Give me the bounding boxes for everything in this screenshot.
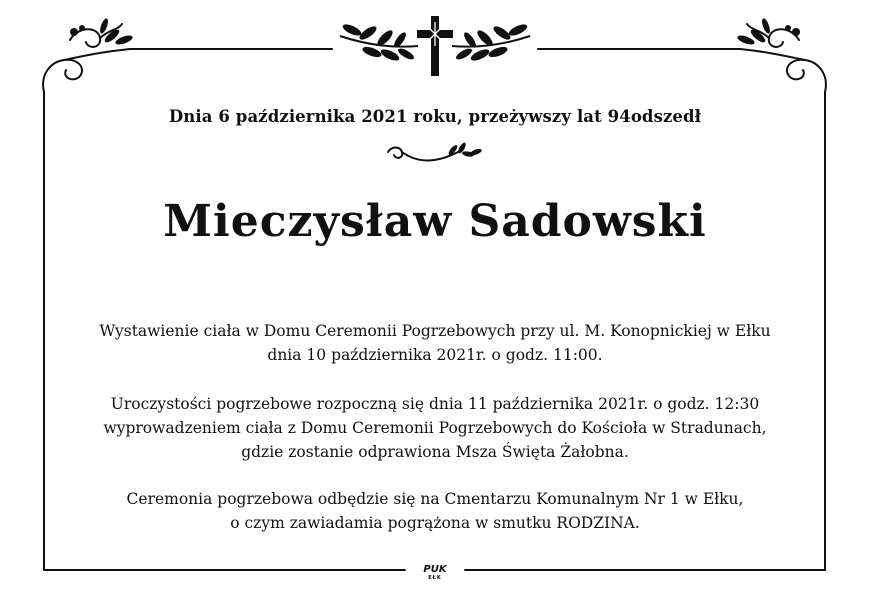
viewing-info-paragraph (0, 319, 870, 367)
cross-icon (417, 16, 453, 76)
paragraph-line: wyprowadzeniem ciała z Domu Ceremonii Pogrzebowych do Kościoła w Stradunach, (103, 419, 767, 437)
paragraph-line: Uroczystości pogrzebowe rozpoczną się dnia 11 października 2021r. o godz. 12:30 (110, 395, 760, 413)
laurel-branch-icon (452, 22, 530, 63)
funeral-service-paragraph (0, 392, 870, 464)
paragraph-line: Wystawienie ciała w Domu Ceremonii Pogrzebowych przy ul. M. Konopnickiej w Ełku (99, 322, 771, 340)
paragraph-line: dnia 10 października 2021r. o godz. 11:00. (267, 346, 603, 364)
laurel-branch-icon (340, 22, 418, 63)
death-announcement-intro: Dnia 6 października 2021 roku, przeżywszy lat 94odszedł (168, 107, 702, 126)
paragraph-line: Ceremonia pogrzebowa odbędzie się na Cmentarzu Komunalnym Nr 1 w Ełku, (126, 490, 744, 508)
logo-sub-text: EŁK (428, 575, 442, 581)
divider-flourish-icon (388, 142, 482, 161)
paragraph-line: o czym zawiadamia pogrążona w smutku RODZINA. (230, 514, 640, 532)
puk-elk-logo (414, 564, 456, 584)
deceased-name: Mieczysław Sadowski (163, 196, 707, 247)
burial-info-paragraph (0, 487, 870, 535)
logo-main-text: PUK (423, 564, 447, 575)
paragraph-line: gdzie zostanie odprawiona Msza Święta Żałobna. (241, 443, 629, 461)
